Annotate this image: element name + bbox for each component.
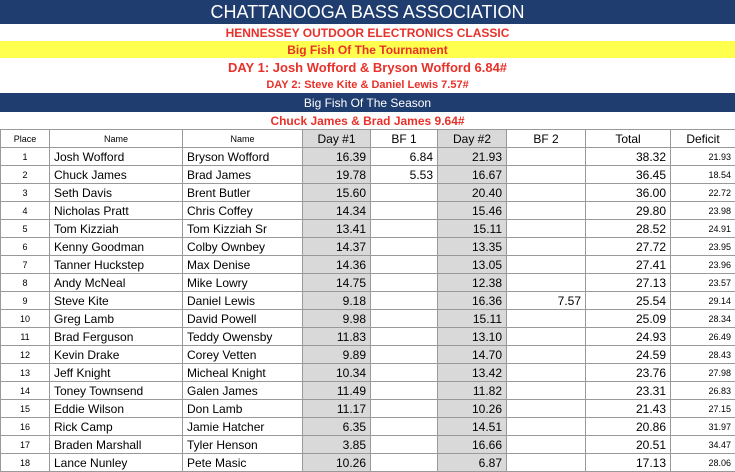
table-row: [1, 274, 735, 292]
header-row: [1, 130, 735, 148]
cell-bf2: [507, 256, 586, 274]
cell-deficit: 26.49: [671, 328, 735, 346]
cell-name1: Braden Marshall: [50, 436, 183, 454]
cell-bf2: [507, 328, 586, 346]
table-row: [1, 364, 735, 382]
cell-total: 25.09: [586, 310, 671, 328]
cell-name2: Max Denise: [183, 256, 303, 274]
cell-day2: 15.11: [438, 310, 507, 328]
cell-day2: 11.82: [438, 382, 507, 400]
cell-bf2: [507, 310, 586, 328]
cell-bf1: [371, 346, 438, 364]
cell-day1: 11.49: [303, 382, 371, 400]
cell-day2: 6.87: [438, 454, 507, 472]
cell-bf2: [507, 184, 586, 202]
cell-bf1: [371, 220, 438, 238]
cell-name2: David Powell: [183, 310, 303, 328]
cell-total: 20.51: [586, 436, 671, 454]
cell-total: 24.59: [586, 346, 671, 364]
cell-total: 25.54: [586, 292, 671, 310]
cell-bf2: [507, 238, 586, 256]
cell-name2: Brad James: [183, 166, 303, 184]
cell-deficit: 23.96: [671, 256, 735, 274]
col-header-day2: Day #2: [438, 130, 507, 148]
cell-deficit: 34.47: [671, 436, 735, 454]
cell-name2: Chris Coffey: [183, 202, 303, 220]
cell-deficit: 31.97: [671, 418, 735, 436]
cell-day2: 20.40: [438, 184, 507, 202]
col-header-deficit: Deficit: [671, 130, 735, 148]
cell-deficit: 23.95: [671, 238, 735, 256]
cell-deficit: 26.83: [671, 382, 735, 400]
cell-name1: Seth Davis: [50, 184, 183, 202]
col-header-bf2: BF 2: [507, 130, 586, 148]
cell-place: 2: [1, 166, 50, 184]
table-row: [1, 382, 735, 400]
cell-total: 27.13: [586, 274, 671, 292]
cell-day1: 10.34: [303, 364, 371, 382]
cell-bf2: [507, 364, 586, 382]
page-title: CHATTANOOGA BASS ASSOCIATION: [0, 0, 735, 24]
cell-name2: Mike Lowry: [183, 274, 303, 292]
cell-name1: Andy McNeal: [50, 274, 183, 292]
cell-name1: Nicholas Pratt: [50, 202, 183, 220]
cell-name1: Steve Kite: [50, 292, 183, 310]
cell-day1: 10.26: [303, 454, 371, 472]
col-header-name2: Name: [183, 130, 303, 148]
cell-name1: Lance Nunley: [50, 454, 183, 472]
cell-place: 11: [1, 328, 50, 346]
cell-name2: Pete Masic: [183, 454, 303, 472]
cell-day2: 13.35: [438, 238, 507, 256]
cell-bf1: [371, 184, 438, 202]
table-row: [1, 148, 735, 166]
cell-place: 17: [1, 436, 50, 454]
col-header-total: Total: [586, 130, 671, 148]
cell-place: 9: [1, 292, 50, 310]
cell-day1: 13.41: [303, 220, 371, 238]
cell-total: 24.93: [586, 328, 671, 346]
day1-big-fish: DAY 1: Josh Wofford & Bryson Wofford 6.84#: [0, 58, 735, 76]
cell-day2: 13.42: [438, 364, 507, 382]
table-row: [1, 436, 735, 454]
cell-total: 38.32: [586, 148, 671, 166]
table-row: [1, 202, 735, 220]
cell-bf2: [507, 346, 586, 364]
cell-name1: Jeff Knight: [50, 364, 183, 382]
cell-name2: Teddy Owensby: [183, 328, 303, 346]
cell-bf2: [507, 418, 586, 436]
cell-deficit: 18.54: [671, 166, 735, 184]
table-row: [1, 310, 735, 328]
cell-total: 27.72: [586, 238, 671, 256]
big-fish-tournament-heading: Big Fish Of The Tournament: [0, 41, 735, 58]
cell-bf1: [371, 328, 438, 346]
cell-bf2: [507, 148, 586, 166]
cell-day2: 14.70: [438, 346, 507, 364]
cell-day1: 14.36: [303, 256, 371, 274]
cell-day1: 9.18: [303, 292, 371, 310]
cell-bf2: [507, 166, 586, 184]
cell-deficit: 22.72: [671, 184, 735, 202]
cell-day2: 14.51: [438, 418, 507, 436]
cell-bf1: 6.84: [371, 148, 438, 166]
cell-place: 8: [1, 274, 50, 292]
cell-name1: Toney Townsend: [50, 382, 183, 400]
cell-deficit: 28.06: [671, 454, 735, 472]
cell-total: 36.45: [586, 166, 671, 184]
cell-name1: Brad Ferguson: [50, 328, 183, 346]
cell-deficit: 28.34: [671, 310, 735, 328]
cell-deficit: 23.57: [671, 274, 735, 292]
cell-name2: Micheal Knight: [183, 364, 303, 382]
cell-bf2: [507, 202, 586, 220]
cell-deficit: 27.98: [671, 364, 735, 382]
cell-day2: 16.36: [438, 292, 507, 310]
cell-bf2: [507, 382, 586, 400]
cell-name1: Chuck James: [50, 166, 183, 184]
cell-name2: Jamie Hatcher: [183, 418, 303, 436]
cell-place: 10: [1, 310, 50, 328]
cell-day1: 3.85: [303, 436, 371, 454]
cell-bf2: [507, 274, 586, 292]
cell-place: 3: [1, 184, 50, 202]
cell-name2: Don Lamb: [183, 400, 303, 418]
cell-bf1: [371, 400, 438, 418]
cell-name2: Colby Ownbey: [183, 238, 303, 256]
cell-bf1: [371, 238, 438, 256]
cell-deficit: 24.91: [671, 220, 735, 238]
cell-day2: 13.10: [438, 328, 507, 346]
cell-total: 17.13: [586, 454, 671, 472]
cell-day2: 16.67: [438, 166, 507, 184]
cell-place: 4: [1, 202, 50, 220]
cell-total: 20.86: [586, 418, 671, 436]
big-fish-season-winner: Chuck James & Brad James 9.64#: [0, 112, 735, 129]
cell-place: 16: [1, 418, 50, 436]
cell-bf1: [371, 292, 438, 310]
cell-name2: Bryson Wofford: [183, 148, 303, 166]
cell-bf1: [371, 382, 438, 400]
cell-day1: 19.78: [303, 166, 371, 184]
cell-total: 23.76: [586, 364, 671, 382]
table-row: [1, 166, 735, 184]
cell-place: 1: [1, 148, 50, 166]
cell-name1: Rick Camp: [50, 418, 183, 436]
cell-place: 12: [1, 346, 50, 364]
col-header-name1: Name: [50, 130, 183, 148]
cell-place: 14: [1, 382, 50, 400]
cell-day1: 14.34: [303, 202, 371, 220]
table-row: [1, 256, 735, 274]
event-name: HENNESSEY OUTDOOR ELECTRONICS CLASSIC: [0, 24, 735, 41]
cell-place: 13: [1, 364, 50, 382]
table-row: [1, 418, 735, 436]
cell-deficit: 21.93: [671, 148, 735, 166]
cell-day2: 12.38: [438, 274, 507, 292]
cell-day2: 10.26: [438, 400, 507, 418]
cell-bf1: [371, 274, 438, 292]
cell-total: 28.52: [586, 220, 671, 238]
col-header-place: Place: [1, 130, 50, 148]
col-header-bf1: BF 1: [371, 130, 438, 148]
cell-day1: 15.60: [303, 184, 371, 202]
cell-deficit: 23.98: [671, 202, 735, 220]
cell-place: 5: [1, 220, 50, 238]
table-row: [1, 328, 735, 346]
cell-place: 18: [1, 454, 50, 472]
cell-total: 23.31: [586, 382, 671, 400]
cell-day1: 9.98: [303, 310, 371, 328]
big-fish-season-heading: Big Fish Of The Season: [0, 93, 735, 112]
table-row: [1, 346, 735, 364]
cell-bf2: [507, 436, 586, 454]
cell-bf2: [507, 220, 586, 238]
cell-name2: Tom Kizziah Sr: [183, 220, 303, 238]
cell-day1: 14.37: [303, 238, 371, 256]
cell-bf2: [507, 400, 586, 418]
cell-bf1: [371, 310, 438, 328]
cell-day2: 15.46: [438, 202, 507, 220]
cell-day2: 13.05: [438, 256, 507, 274]
table-row: [1, 292, 735, 310]
cell-name2: Daniel Lewis: [183, 292, 303, 310]
cell-bf1: [371, 436, 438, 454]
cell-day2: 21.93: [438, 148, 507, 166]
cell-place: 15: [1, 400, 50, 418]
cell-name1: Josh Wofford: [50, 148, 183, 166]
cell-name2: Galen James: [183, 382, 303, 400]
cell-name2: Tyler Henson: [183, 436, 303, 454]
cell-bf1: [371, 256, 438, 274]
cell-total: 29.80: [586, 202, 671, 220]
cell-place: 7: [1, 256, 50, 274]
cell-bf2: [507, 454, 586, 472]
cell-bf2: 7.57: [507, 292, 586, 310]
cell-name1: Tanner Huckstep: [50, 256, 183, 274]
cell-deficit: 29.14: [671, 292, 735, 310]
table-row: [1, 184, 735, 202]
cell-day1: 16.39: [303, 148, 371, 166]
cell-deficit: 28.43: [671, 346, 735, 364]
col-header-day1: Day #1: [303, 130, 371, 148]
cell-bf1: [371, 418, 438, 436]
cell-total: 36.00: [586, 184, 671, 202]
cell-total: 27.41: [586, 256, 671, 274]
cell-bf1: [371, 202, 438, 220]
cell-total: 21.43: [586, 400, 671, 418]
cell-name1: Kevin Drake: [50, 346, 183, 364]
cell-bf1: 5.53: [371, 166, 438, 184]
cell-day1: 9.89: [303, 346, 371, 364]
cell-day1: 11.83: [303, 328, 371, 346]
cell-name2: Corey Vetten: [183, 346, 303, 364]
cell-deficit: 27.15: [671, 400, 735, 418]
cell-name1: Greg Lamb: [50, 310, 183, 328]
cell-name1: Eddie Wilson: [50, 400, 183, 418]
cell-bf1: [371, 454, 438, 472]
cell-name1: Kenny Goodman: [50, 238, 183, 256]
results-table: [0, 129, 735, 472]
table-row: [1, 400, 735, 418]
cell-day1: 11.17: [303, 400, 371, 418]
cell-day1: 6.35: [303, 418, 371, 436]
table-row: [1, 238, 735, 256]
table-row: [1, 220, 735, 238]
cell-name1: Tom Kizziah: [50, 220, 183, 238]
cell-place: 6: [1, 238, 50, 256]
cell-day2: 16.66: [438, 436, 507, 454]
cell-bf1: [371, 364, 438, 382]
cell-day2: 15.11: [438, 220, 507, 238]
table-row: [1, 454, 735, 472]
cell-name2: Brent Butler: [183, 184, 303, 202]
day2-big-fish: DAY 2: Steve Kite & Daniel Lewis 7.57#: [0, 76, 735, 93]
cell-day1: 14.75: [303, 274, 371, 292]
